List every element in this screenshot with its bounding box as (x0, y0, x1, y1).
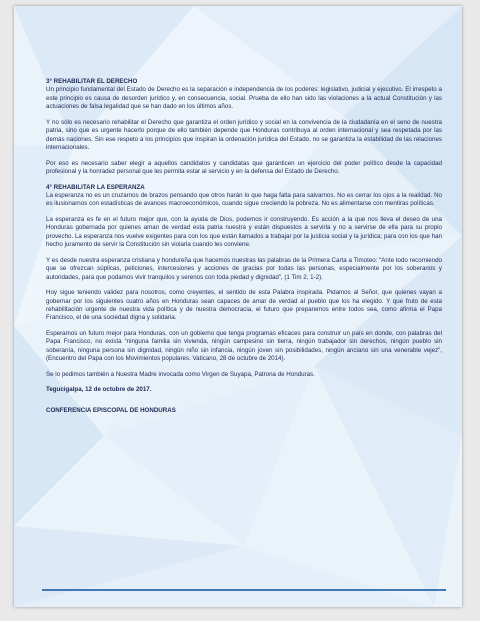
section-3-paragraph-3: Por eso es necesario saber elegir a aquellos candidatos y candidatas que garanticen un ejercicio del poder político desde la capacidad profesional y la honradez personal que les permita estar al servicio y en la defensa del Estado de Derecho. (46, 159, 442, 176)
section-3-heading: 3° REHABILITAR EL DERECHO (46, 78, 138, 85)
section-3-paragraph-1: Un principio fundamental del Estado de Derecho es la separación e independencia de los poderes: legislativo, judicial y ejecutivo. El irrespeto a este principio es causa de desorden jurídico y, en consecuencia, social. Prueba de ello han sido las violaciones a la actual Constitución y las actuaciones de falsa legalidad que se han dado en los últimos años. (46, 86, 442, 111)
section-4-paragraph-3: Y es desde nuestra esperanza cristiana y hondureña que hacemos nuestras las palabras de la Primera Carta a Timoteo: “Ante todo recomiendo que se ofrezcan súplicas, peticiones, intercesiones y acciones de gracias por todas las personas, especialmente por los soberanos y autoridades, para que podamos vivir tranquilos y serenos con toda piedad y dignidad”, (1 Tim 2, 1-2). (46, 256, 442, 281)
section-4-paragraph-2: La esperanza es fe en el futuro mejor que, con la ayuda de Dios, podemos ir construyendo. Es acción a la que nos lleva el deseo de una Honduras gobernada por quienes aman de verdad esta patria nuestra y están dispuestos a servirla y no a servirse de ella para su propio provecho. La esperanza nos vuelve exigentes para con los que están llamados a trabajar por la justicia social y la jurídica; para con los que han hecho juramento de servir la Constitución sin violarla cuando les conviene. (46, 216, 442, 249)
section-3-paragraph-2: Y no sólo es necesario rehabilitar el Derecho que garantiza el orden jurídico y social en la convivencia de la ciudadanía en el seno de nuestra patria, sino que es urgente hacerlo porque de ello también depende que Honduras contribuya al orden internacional y sea respetada por las demás naciones. Sin ese respeto a los principios que inspiran la ordenación jurídica del Estado, no se garantiza la estabilidad de las relaciones internacionales. (46, 118, 442, 152)
section-4-paragraph-5: Esperamos un futuro mejor para Honduras, con un gobierno que tenga programas eficaces para construir un país en donde, con palabras del Papa Francisco, no exista “ninguna familia sin vivienda, ningún campesino sin tierra, ningún trabajador sin derechos, ningún pueblo sin soberanía, ninguna persona sin dignidad, ningún niño sin infancia, ningún joven sin posibilidades, ningún anciano sin una venerable vejez”, (Encuentro del Papa con los Movimientos populares. Vaticano, 28 de octubre de 2014). (46, 330, 442, 363)
signature: CONFERENCIA EPISCOPAL DE HONDURAS (46, 406, 176, 414)
date-line: Tegucigalpa, 12 de octubre de 2017. (46, 386, 152, 394)
document-page (14, 6, 462, 607)
section-4-paragraph-1: La esperanza no es un cruzarnos de brazos pensando que otros harán lo que haga falta para salvarnos. No es cerrar los ojos a la realidad. No es ilusionarnos con estadísticas de avances macroeconómicos, cuando sigue creciendo la pobreza. No es alimentarse con mentiras políticas. (46, 192, 442, 208)
section-4-paragraph-6: Se lo pedimos también a Nuestra Madre invocada como Virgen de Suyapa, Patrona de Honduras. (46, 370, 315, 378)
section-4-heading: 4° REHABILITAR LA ESPERANZA (46, 183, 145, 191)
document-body (46, 78, 442, 421)
section-4-paragraph-4: Hoy sigue teniendo validez para nosotros, como creyentes, el sentido de esta Palabra inspirada. Pidamos al Señor, que quienes vayan a gobernar por los siguientes cuatro años en Honduras sean capaces de amar de verdad al pueblo que los ha elegido. Y que fruto de esta rehabilitación urgente de nuestra vida política y de nuestra democracia, el futuro que preparemos entre todos sea, como afirma el Papa Francisco, el de una sociedad digna y solidaria. (46, 289, 442, 322)
footer-divider (42, 589, 446, 591)
